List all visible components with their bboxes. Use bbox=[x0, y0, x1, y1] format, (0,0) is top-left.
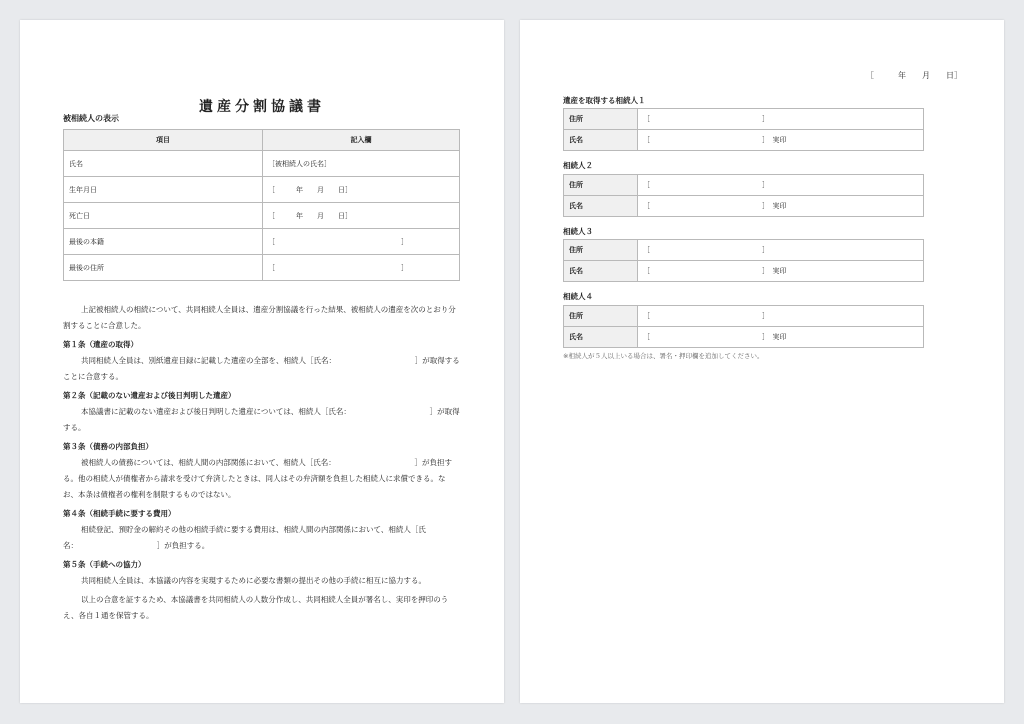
article-2-text: 本協議書に記載のない遺産および後日判明した遺産については、相続人［氏名： ］が取得する。 bbox=[63, 407, 460, 432]
article-5-text: 共同相続人全員は、本協議の内容を実現するために必要な書類の提出その他の手続に相互に協力する。 bbox=[81, 576, 426, 585]
document-title: 遺産分割協議書 bbox=[199, 99, 325, 115]
heir-1-label: 遺産を取得する相続人１ bbox=[563, 96, 646, 105]
heir-2-table bbox=[563, 174, 924, 217]
row-label: 死亡日 bbox=[64, 203, 263, 229]
name-seal-field[interactable]: ［ ］ 実印 bbox=[638, 196, 924, 217]
address-field[interactable]: ［ ］ bbox=[638, 306, 924, 327]
table-header-row bbox=[64, 130, 460, 151]
heir-1-table bbox=[563, 108, 924, 151]
signing-date[interactable]: ［ 年 月 日］ bbox=[866, 71, 962, 80]
name-label: 氏名 bbox=[564, 196, 638, 217]
decedent-table bbox=[63, 129, 460, 281]
address-label: 住所 bbox=[564, 240, 638, 261]
row-label: 最後の本籍 bbox=[64, 229, 263, 255]
address-label: 住所 bbox=[564, 306, 638, 327]
article-3-text: 被相続人の債務については、相続人間の内部関係において、相続人［氏名： ］が負担する。他の相続人が債権者から請求を受けて弁済したときは、同人はその弁済額を負担した相続人に求償できる。なお、本条は債権者の権利を制限するものではない。 bbox=[63, 458, 452, 499]
name-label: 氏名 bbox=[564, 327, 638, 348]
column-header-item: 項目 bbox=[64, 130, 263, 151]
table-row bbox=[64, 177, 460, 203]
table-row bbox=[64, 151, 460, 177]
table-row bbox=[564, 109, 924, 130]
table-row bbox=[564, 261, 924, 282]
closing-paragraph: 以上の合意を証するため、本協議書を共同相続人の人数分作成し、共同相続人全員が署名し、実印を押印のうえ、各自１通を保管する。 bbox=[63, 595, 449, 620]
table-row bbox=[64, 229, 460, 255]
table-row bbox=[564, 196, 924, 217]
decedent-section-label: 被相続人の表示 bbox=[63, 114, 119, 123]
row-label: 生年月日 bbox=[64, 177, 263, 203]
name-label: 氏名 bbox=[564, 261, 638, 282]
table-row bbox=[64, 203, 460, 229]
row-label: 氏名 bbox=[64, 151, 263, 177]
address-field[interactable]: ［ ］ bbox=[638, 240, 924, 261]
article-2-heading: 第２条（記載のない遺産および後日判明した遺産） bbox=[63, 391, 236, 400]
article-1-heading: 第１条（遺産の取得） bbox=[63, 340, 138, 349]
name-seal-field[interactable]: ［ ］ 実印 bbox=[638, 261, 924, 282]
heir-4-table bbox=[563, 305, 924, 348]
table-row bbox=[564, 175, 924, 196]
heir-2-label: 相続人２ bbox=[563, 161, 593, 170]
address-field[interactable]: ［ ］ bbox=[638, 109, 924, 130]
intro-paragraph: 上記被相続人の相続について、共同相続人全員は、遺産分割協議を行った結果、被相続人の遺産を次のとおり分割することに合意した。 bbox=[63, 305, 456, 330]
row-value[interactable]: ［ ］ bbox=[263, 255, 460, 281]
name-seal-field[interactable]: ［ ］ 実印 bbox=[638, 130, 924, 151]
row-label: 最後の住所 bbox=[64, 255, 263, 281]
table-row bbox=[564, 130, 924, 151]
article-1-text: 共同相続人全員は、別紙遺産目録に記載した遺産の全部を、相続人［氏名： ］が取得することに合意する。 bbox=[63, 356, 460, 381]
article-3-heading: 第３条（債務の内部負担） bbox=[63, 442, 153, 451]
additional-heirs-note: ※相続人が５人以上いる場合は、署名・押印欄を追加してください。 bbox=[563, 352, 764, 360]
row-value[interactable]: ［ 年 月 日］ bbox=[263, 203, 460, 229]
column-header-entry: 記入欄 bbox=[263, 130, 460, 151]
row-value[interactable]: ［ ］ bbox=[263, 229, 460, 255]
heir-3-label: 相続人３ bbox=[563, 227, 593, 236]
article-5-heading: 第５条（手続への協力） bbox=[63, 560, 146, 569]
heir-3-table bbox=[563, 239, 924, 282]
address-label: 住所 bbox=[564, 109, 638, 130]
address-label: 住所 bbox=[564, 175, 638, 196]
row-value[interactable]: ［ 年 月 日］ bbox=[263, 177, 460, 203]
row-value[interactable]: ［被相続人の氏名］ bbox=[263, 151, 460, 177]
table-row bbox=[64, 255, 460, 281]
article-4-heading: 第４条（相続手続に要する費用） bbox=[63, 509, 176, 518]
table-row bbox=[564, 306, 924, 327]
table-row bbox=[564, 327, 924, 348]
document-page-2 bbox=[520, 20, 1004, 703]
agreement-body bbox=[63, 302, 460, 624]
name-label: 氏名 bbox=[564, 130, 638, 151]
table-row bbox=[564, 240, 924, 261]
article-4-text: 相続登記、預貯金の解約その他の相続手続に要する費用は、相続人間の内部関係において、相続人［氏名： ］が負担する。 bbox=[63, 525, 426, 550]
address-field[interactable]: ［ ］ bbox=[638, 175, 924, 196]
name-seal-field[interactable]: ［ ］ 実印 bbox=[638, 327, 924, 348]
document-page-1 bbox=[20, 20, 504, 703]
heir-4-label: 相続人４ bbox=[563, 292, 593, 301]
